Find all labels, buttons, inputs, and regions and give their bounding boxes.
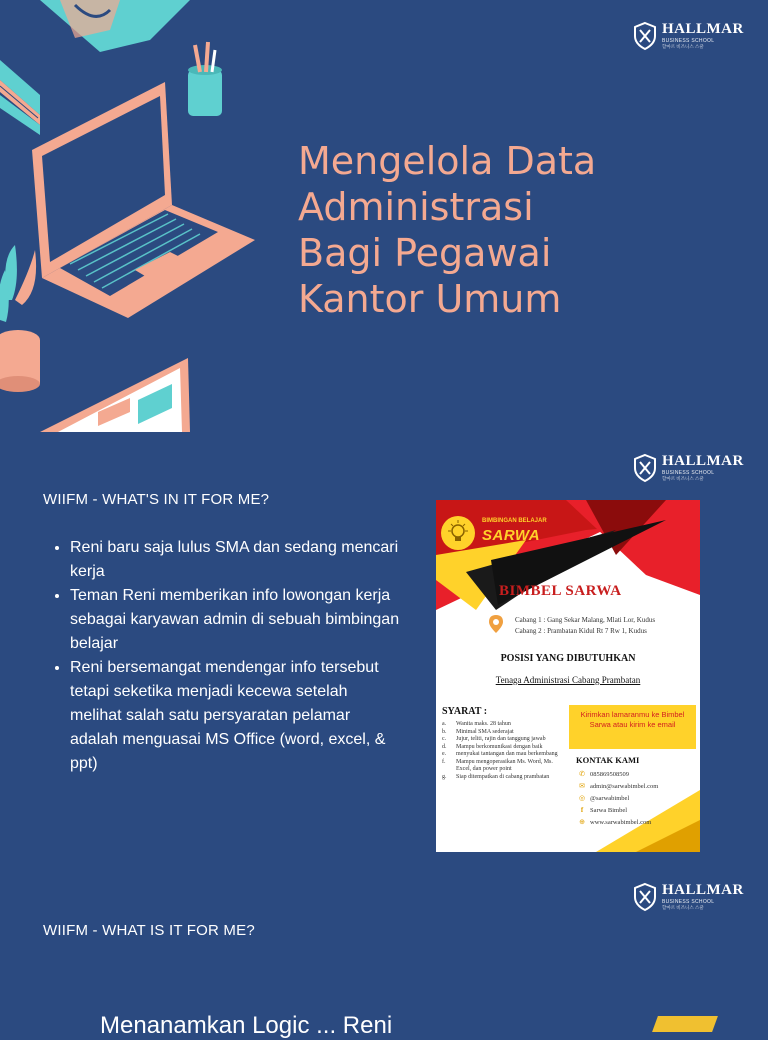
bullet-item: • Reni bersemangat mendengar info tersebut tetapi seketika menjadi kecewa setelah melihat salah satu persyaratan pelamar adalah menguasai MS Office (word, excel, & ppt) [70,656,400,776]
section-heading: WIIFM - WHAT'S IN IT FOR ME? [43,491,270,508]
contact-item: f Sarwa Bimbel [578,804,658,816]
bullet-item: • Teman Reni memberikan info lowongan kerja sebagai karyawan admin di sebuah bimbingan belajar [70,584,400,656]
facebook-icon: f [580,806,584,814]
requirements-list [442,721,568,781]
requirement-item: f. Mampu mengoperasikan Ms. Word, Ms. Excel, dan power point [442,758,553,772]
job-vacancy-poster [436,500,700,852]
address-line: Cabang 1 : Gang Sekar Malang, Mlati Lor, Kudus [515,616,656,624]
requirement-item: e. menyukai tantangan dan mau berkembang [442,751,558,757]
shield-crest-icon [634,22,656,50]
poster-company-name: BIMBEL SARWA [499,583,622,599]
section-heading: WIIFM - WHAT IS IT FOR ME? [43,922,255,939]
title-line: Kantor Umum [298,277,562,321]
decorative-shape [652,1016,718,1032]
requirement-item: b. Minimal SMA sederajat [442,728,514,735]
contact-item: ◎ @sarwabimbel [578,794,630,802]
logo-subtitle-korean: 할마르 비즈니스 스쿨 [662,476,704,482]
whatsapp-icon: ✆ [579,770,585,778]
hallmar-logo [634,883,744,911]
logo-name: HALLMAR [662,21,744,38]
contact-heading: KONTAK KAMI [576,755,640,765]
shield-crest-icon [634,883,656,911]
logo-name: HALLMAR [662,453,744,470]
badge-brand: SARWA [482,527,541,544]
requirements-heading: SYARAT : [442,706,488,717]
hallmar-logo [634,454,744,482]
contact-item: ✉ admin@sarwabimbel.com [579,782,659,790]
logo-subtitle: BUSINESS SCHOOL [662,470,715,477]
shield-crest-icon [634,454,656,482]
title-slide [0,0,768,432]
globe-icon: ⊕ [579,818,585,826]
workspace-illustration [0,0,260,432]
apply-callout: Kirimkan lamaranmu ke Bimbel Sarwa atau kirim ke email [569,705,696,749]
lightbulb-icon [441,516,475,550]
logo-subtitle-korean: 할마르 비즈니스 스쿨 [662,905,704,911]
story-bullet-list [43,536,400,776]
bullet-item: • Reni baru saja lulus SMA dan sedang mencari kerja [70,536,400,584]
slide-title [298,138,738,322]
position-heading: POSISI YANG DIBUTUHKAN [500,653,636,664]
badge-subtitle: BIMBINGAN BELAJAR [482,518,547,524]
logo-name: HALLMAR [662,882,744,899]
contact-item: ⊕ www.sarwabimbel.com [579,818,652,826]
instagram-icon: ◎ [578,794,586,802]
requirement-item: a. Wanita maks. 28 tahun [442,721,511,727]
requirement-item: d. Mampu berkomunikasi dengan baik [442,743,543,750]
job-title: Tenaga Administrasi Cabang Prambatan [495,675,641,685]
logo-subtitle-korean: 할마르 비즈니스 스쿨 [662,44,704,50]
logo-subtitle: BUSINESS SCHOOL [662,899,715,906]
requirement-item: c. Jujur, teliti, rajin dan tanggung jawab [442,736,546,742]
contact-list [578,768,658,828]
email-icon: ✉ [579,782,585,790]
title-line: Administrasi [298,185,534,229]
cut-off-text: Menanamkan Logic ... Reni [100,1012,393,1039]
contact-item: ✆ 085869508509 [579,770,629,778]
title-line: Mengelola Data [298,139,597,183]
logo-subtitle: BUSINESS SCHOOL [662,38,715,45]
requirement-item: g. Siap ditempatkan di cabang prambatan [442,773,550,780]
address-line: Cabang 2 : Prambatan Kidul Rt 7 Rw 1, Kudus [515,627,647,635]
location-pin-icon [487,614,505,634]
title-line: Bagi Pegawai [298,231,552,275]
hallmar-logo [634,22,744,50]
